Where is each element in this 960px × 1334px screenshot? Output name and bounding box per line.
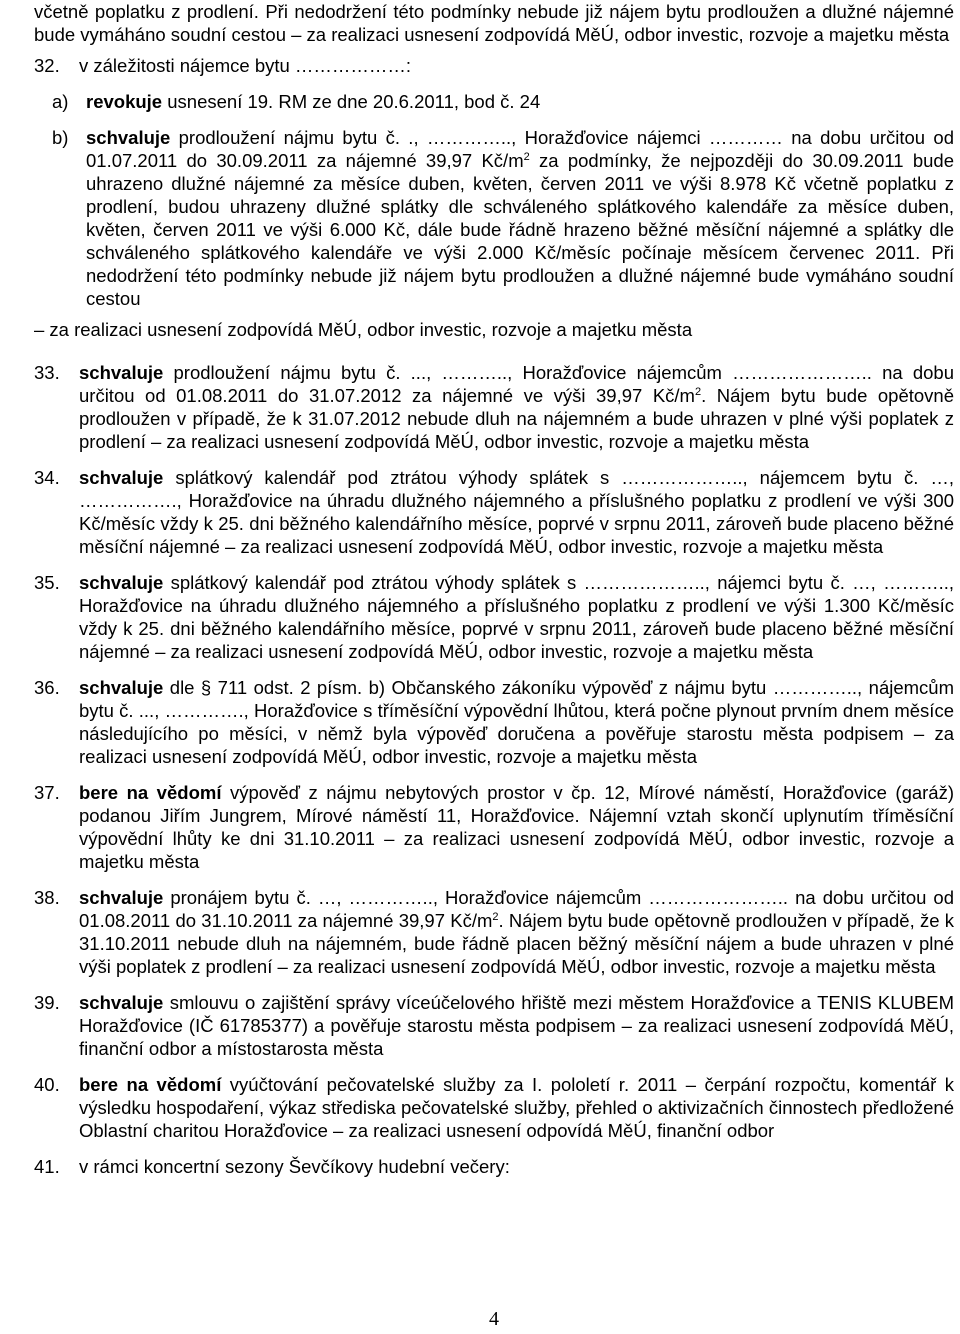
item-number: 33. [34, 362, 60, 383]
superscript: 2 [492, 910, 499, 923]
item-number: 41. [34, 1156, 60, 1177]
resolution-32a [34, 90, 954, 113]
verb-bold: bere na vědomí [79, 782, 222, 803]
resolution-36 [34, 676, 954, 768]
item-text: splátkový kalendář pod ztrátou výhody splátek s ……………….., nájemci bytu č. …, ……….., Horažďovice na úhradu dlužného nájemného a příslušného poplatku z prodlení ve výši 1.300 Kč/měsíc vždy k 25. dni běžného kalendářního měsíce, poprvé v srpnu 2011, zároveň bude placeno běžné měsíční nájemné – za realizaci usnesení zodpovídá MěÚ, odbor investic, rozvoje a majetku města [79, 572, 954, 662]
intro-paragraph: včetně poplatku z prodlení. Při nedodržení této podmínky nebude již nájem bytu prodloužen a dlužné nájemné bude vymáháno soudní cestou – za realizaci usnesení zodpovídá MěÚ, odbor investic, rozvoje a majetku města [34, 1, 954, 45]
item-text: výpověď z nájmu nebytových prostor v čp. 12, Mírové náměstí, Horažďovice (garáž) podanou Jiřím Jungrem, Mírové náměstí 11, Horažďovice. Nájemní vztah skončí uplynutím tříměsíční výpovědní lhůty ke dni 31.10.2011 – za realizaci usnesení zodpovídá MěÚ, odbor investic, rozvoje a majetku města [79, 782, 955, 872]
verb-bold: schvaluje [79, 992, 164, 1013]
item-number: 40. [34, 1074, 60, 1095]
resolution-40 [34, 1073, 954, 1142]
item-number: 32. [34, 55, 60, 76]
subitem-text-cont: za podmínky, že nejpozději do 30.09.2011 bude uhrazeno dlužné nájemné za měsíce duben, květen, červen 2011 ve výši 8.978 Kč včetně poplatku z prodlení, budou uhrazeny dlužné splátky dle schváleného splátkového kalendáře za měsíce duben, květen, červen 2011 ve výši 6.000 Kč, dále bude řádně hrazeno běžné měsíční nájemné a splátky dle schváleného splátkového kalendáře ve výši 2.000 Kč/měsíc počínaje měsícem červenec 2011. Při nedodržení této podmínky nebude již nájem bytu prodloužen a dlužné nájemné bude vymáháno soudní cestou [86, 150, 955, 309]
item-text: v rámci koncertní sezony Ševčíkovy hudební večery: [79, 1156, 510, 1177]
item-text: pronájem bytu č. …, ………….., Horažďovice nájemcům ………………….. na dobu určitou od 01.08.2011 do 31.10.2011 za nájemné 39,97 Kč/m [79, 887, 954, 931]
item-text: prodloužení nájmu bytu č. ..., ……….., Horažďovice nájemcům ………………….. na dobu určitou od 01.08.2011 do 31.07.2012 za nájemné ve výši 39,97 Kč/m [79, 362, 954, 406]
item-text: smlouvu o zajištění správy víceúčelového hřiště mezi městem Horažďovice a TENIS KLUBEM Horažďovice (IČ 61785377) a pověřuje starostu města podpisem – za realizaci usnesení zodpovídá MěÚ, finanční odbor a místostarosta města [79, 992, 954, 1059]
resolution-39 [34, 991, 954, 1060]
resolution-37 [34, 781, 954, 873]
verb-bold: schvaluje [86, 127, 171, 148]
item-number: 35. [34, 572, 60, 593]
item-text: splátkový kalendář pod ztrátou výhody splátek s ……………….., nájemcem bytu č. …, ……………., Horažďovice na úhradu dlužného nájemného a příslušného poplatku z prodlení ve výši 300 Kč/měsíc vždy k 25. dni běžného kalendářního měsíce, poprvé v srpnu 2011, zároveň bude placeno běžné měsíční nájemné – za realizaci usnesení zodpovídá MěÚ, odbor investic, rozvoje a majetku města [79, 467, 954, 557]
item-text: dle § 711 odst. 2 písm. b) Občanského zákoníku výpověď z nájmu bytu ………….., nájemcům bytu č. ..., …………., Horažďovice s tříměsíční výpovědní lhůtou, která počne plynout prvním dnem měsíce následujícího po měsíci, v němž byla výpověď doručena a pověřuje starostu města podpisem – za realizaci usnesení zodpovídá MěÚ, odbor investic, rozvoje a majetku města [79, 677, 954, 767]
resolution-32b [34, 126, 954, 310]
item-text-cont: . Nájem bytu bude opětovně prodloužen v případě, že k 31.07.2012 nebude dluh na nájemném a bude uhrazen v plné výši poplatek z prodlení – za realizaci usnesení zodpovídá MěÚ, odbor investic, rozvoje a majetku města [79, 385, 954, 452]
document-page [34, 0, 955, 1330]
item-number: 39. [34, 992, 60, 1013]
verb-bold: schvaluje [79, 677, 164, 698]
item-text: vyúčtování pečovatelské služby za I. pololetí r. 2011 – čerpání rozpočtu, komentář k výsledku hospodaření, výkaz střediska pečovatelské služby, přehled o aktivizačních činnostech předložené Oblastní charitou Horažďovice – za realizaci usnesení odpovídá MěÚ, finanční odbor [79, 1074, 955, 1141]
resolution-41 [34, 1155, 954, 1178]
subitem-text: usnesení 19. RM ze dne 20.6.2011, bod č. 24 [162, 91, 541, 112]
item-text-cont: . Nájem bytu bude opětovně prodloužen v případě, že k 31.10.2011 nebude dluh na nájemném, bude řádně placen běžný měsíční nájem a bude uhrazen v plné výši poplatek z prodlení – za realizaci usnesení zodpovídá MěÚ, odbor investic, rozvoje a majetku města [79, 910, 954, 977]
verb-bold: schvaluje [79, 572, 164, 593]
resolution-32 [34, 54, 954, 77]
resolution-33 [34, 361, 954, 453]
page-number: 4 [489, 1308, 499, 1330]
subitem-label: b) [52, 127, 69, 148]
verb-bold: schvaluje [79, 467, 164, 488]
item-text: v záležitosti nájemce bytu ………………: [79, 55, 412, 76]
verb-bold: schvaluje [79, 362, 164, 383]
subitem-label: a) [52, 91, 69, 112]
verb-bold: bere na vědomí [79, 1074, 222, 1095]
superscript: 2 [523, 150, 530, 163]
verb-bold: revokuje [86, 91, 163, 112]
item-number: 36. [34, 677, 60, 698]
subitem-text: prodloužení nájmu bytu č. ., ………….., Horažďovice nájemci ………… na dobu určitou od 01.07.2011 do 30.09.2011 za nájemné 39,97 Kč/m [86, 127, 954, 171]
item-number: 38. [34, 887, 60, 908]
responsibility-line: – za realizaci usnesení zodpovídá MěÚ, odbor investic, rozvoje a majetku města [34, 319, 693, 340]
item-number: 37. [34, 782, 60, 803]
resolution-35 [34, 571, 954, 663]
superscript: 2 [694, 385, 702, 398]
resolution-34 [34, 466, 954, 558]
resolution-38 [34, 886, 954, 978]
verb-bold: schvaluje [79, 887, 164, 908]
item-number: 34. [34, 467, 60, 488]
